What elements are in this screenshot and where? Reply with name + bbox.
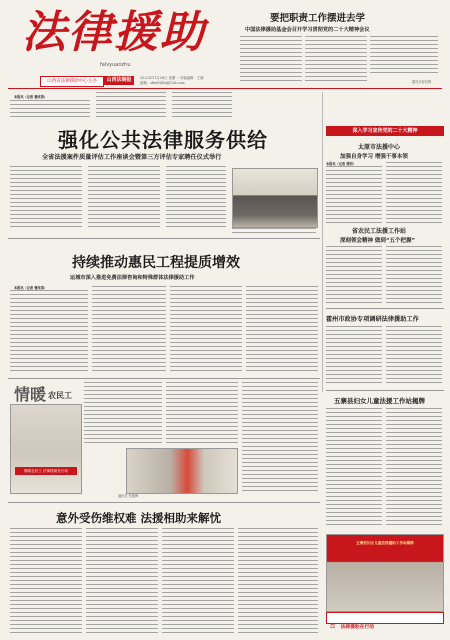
top-right-body-1 (240, 36, 302, 84)
scale-icon: ⚖ (330, 623, 336, 630)
top-right-body-3 (370, 36, 438, 76)
lead-body-col4 (232, 228, 316, 236)
lead-headline: 强化公共法律服务供给 (58, 128, 268, 152)
feature-credit: 通讯员 张惠梅 (118, 494, 139, 498)
story2-body-col3 (170, 286, 242, 374)
badge-text: 山西省法律援助中心主办 (47, 79, 97, 84)
sidebar-body-2b (386, 246, 442, 306)
bottom-photo-banner: 五寨县妇女儿童法律援助工作站揭牌 (356, 541, 414, 545)
sidebar-body-1b (386, 162, 442, 226)
sidebar-item2-headline: 省农民工法援工作站 (352, 228, 407, 235)
lead-subhead: 全省法援案件质量评估工作座谈会暨第三方评估专家聘任仪式举行 (42, 154, 222, 161)
lead-rule (8, 238, 320, 239)
feature-photo (10, 404, 82, 494)
sidebar-rule (326, 308, 444, 309)
feature-subtitle: 农民工 (48, 390, 72, 400)
seal-text: 山西法制报 (106, 77, 132, 83)
story3-body-col2 (86, 528, 158, 636)
masthead-pinyin: falvyuanzhu (100, 62, 131, 68)
story5-headline: 五寨县妇女儿童法援工作站揭牌 (334, 397, 425, 405)
story5-body-b (386, 408, 442, 528)
sidebar-item1-subhead: 加强自身学习 增强干事本领 (340, 154, 408, 160)
story2-byline: 本报讯（记者 曹改茵） (14, 286, 47, 290)
feature-body-1 (84, 382, 162, 444)
bottom-caption-bar (326, 612, 444, 630)
sidebar-item2-subhead: 深刻领会精神 做到“五个把握” (340, 238, 416, 244)
issue-line: 2022年11月28日 星期一 本版编辑：王晓 (140, 76, 204, 80)
lead-body-col3b (166, 166, 226, 230)
top-right-subhead: 中国法律援助基金会召开学习贯彻党的二十大精神会议 (245, 27, 370, 33)
feature-rule-top (8, 378, 320, 379)
masthead-badge (40, 76, 104, 87)
feature-title: 情暖 (14, 385, 47, 404)
bottom-photo (326, 534, 444, 612)
story4-rule (326, 390, 444, 391)
story4-body-b (386, 326, 442, 386)
story4-body-a (326, 326, 382, 386)
feature-body-3 (242, 382, 318, 492)
story5-body-a (326, 408, 382, 528)
story2-body-col2 (92, 286, 166, 374)
masthead-title: 法律援助 (22, 7, 206, 58)
masthead-rule (8, 88, 442, 89)
story4-headline: 霍州市政协专项调研法律援助工作 (326, 316, 419, 323)
email-line: 邮箱：sfzw1456@126.com (140, 81, 185, 85)
story3-body-col1 (10, 528, 82, 636)
lead-body-col1 (10, 100, 90, 120)
feature-rule-bottom (8, 502, 320, 503)
sidebar-body-1a (326, 166, 382, 226)
lead-body-col1b (10, 166, 82, 230)
story3-body-col4 (238, 528, 318, 636)
feature-photo-2 (126, 448, 238, 494)
sidebar-divider (322, 92, 323, 392)
seal-logo (104, 76, 134, 85)
lead-photo (232, 168, 318, 228)
sidebar-body-2a (326, 246, 382, 306)
story3-headline: 意外受伤维权难 法援相助来解忧 (56, 511, 222, 525)
lead-body-col2 (96, 92, 166, 120)
story2-subhead: 运城市深入推进免费法律咨询和特殊群体法律援助工作 (70, 275, 195, 281)
sidebar-byline: 本报讯（记者 贾明） (326, 162, 356, 166)
sidebar-item1-headline: 太原市法援中心 (358, 144, 401, 151)
top-right-headline: 要把职责工作摆进去学 (270, 13, 366, 24)
feature-photo-banner: 情暖农民工 法律援助在行动 (15, 467, 77, 475)
top-right-body-2 (305, 36, 367, 84)
lead-byline: 本报讯（记者 曹改茵） (14, 95, 47, 99)
story3-body-col3 (162, 528, 234, 636)
lead-body-col3 (172, 92, 232, 120)
story2-body-col4 (246, 286, 318, 374)
sidebar-banner: 深入学习宣传党的二十大精神 (326, 126, 444, 136)
lead-body-col2b (88, 166, 160, 230)
story2-body-col1 (10, 290, 88, 374)
story2-headline: 持续推动惠民工程提质增效 (72, 255, 240, 271)
top-right-source: 据司法部官网 (412, 80, 432, 84)
bottom-caption: 法律援助在行动 (340, 625, 375, 630)
feature-body-2 (166, 382, 238, 444)
